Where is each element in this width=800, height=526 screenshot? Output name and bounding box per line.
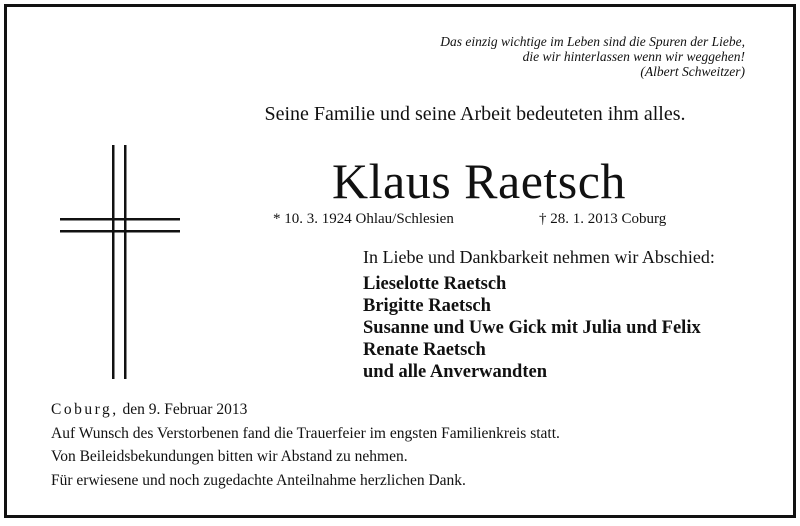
tagline-text: Seine Familie und seine Arbeit bedeuteten ihm alles. (264, 103, 686, 125)
cross-center-clear (115, 221, 125, 231)
cross-horizontal-bottom (60, 230, 180, 233)
obituary-notice (4, 4, 796, 518)
closing-line: Von Beileidsbekundungen bitten wir Abstand zu nehmen. (51, 448, 408, 465)
deceased-name: Klaus Raetsch (332, 153, 626, 209)
cross-icon (60, 145, 180, 379)
tagline (7, 103, 793, 126)
closing-line: Auf Wunsch des Verstorbenen fand die Trauerfeier im engsten Familienkreis statt. (51, 424, 560, 442)
quote-author: (Albert Schweitzer) (640, 64, 745, 79)
cross-graphic (60, 145, 180, 379)
mourner-name: und alle Anverwandten (363, 362, 548, 382)
closing-block (51, 398, 560, 492)
cross-vertical-right (124, 145, 127, 379)
cross-horizontal-top (60, 218, 180, 221)
quote-line: Das einzig wichtige im Leben sind die Spuren der Liebe, (440, 34, 745, 49)
mourner-name: Brigitte Raetsch (363, 296, 491, 316)
place-date-line (51, 398, 560, 422)
birth-date: * 10. 3. 1924 Ohlau/Schlesien (273, 211, 454, 227)
closing-line: Für erwiesene und noch zugedachte Anteilnahme herzlichen Dank. (51, 471, 466, 489)
mourners-list (363, 273, 701, 383)
cross-vertical-left (112, 145, 115, 379)
mourner-name: Renate Raetsch (363, 340, 486, 360)
mourner-name: Susanne und Uwe Gick mit Julia und Felix (363, 318, 701, 338)
date: den 9. Februar 2013 (122, 401, 248, 418)
quote-line: die wir hinterlassen wenn wir weggehen! (522, 49, 745, 64)
place: Coburg, (51, 401, 119, 418)
farewell-text: In Liebe und Dankbarkeit nehmen wir Abschied: (363, 247, 715, 267)
mourner-name: Lieselotte Raetsch (363, 274, 507, 294)
quote-block (325, 34, 745, 79)
death-date: † 28. 1. 2013 Coburg (539, 211, 667, 227)
